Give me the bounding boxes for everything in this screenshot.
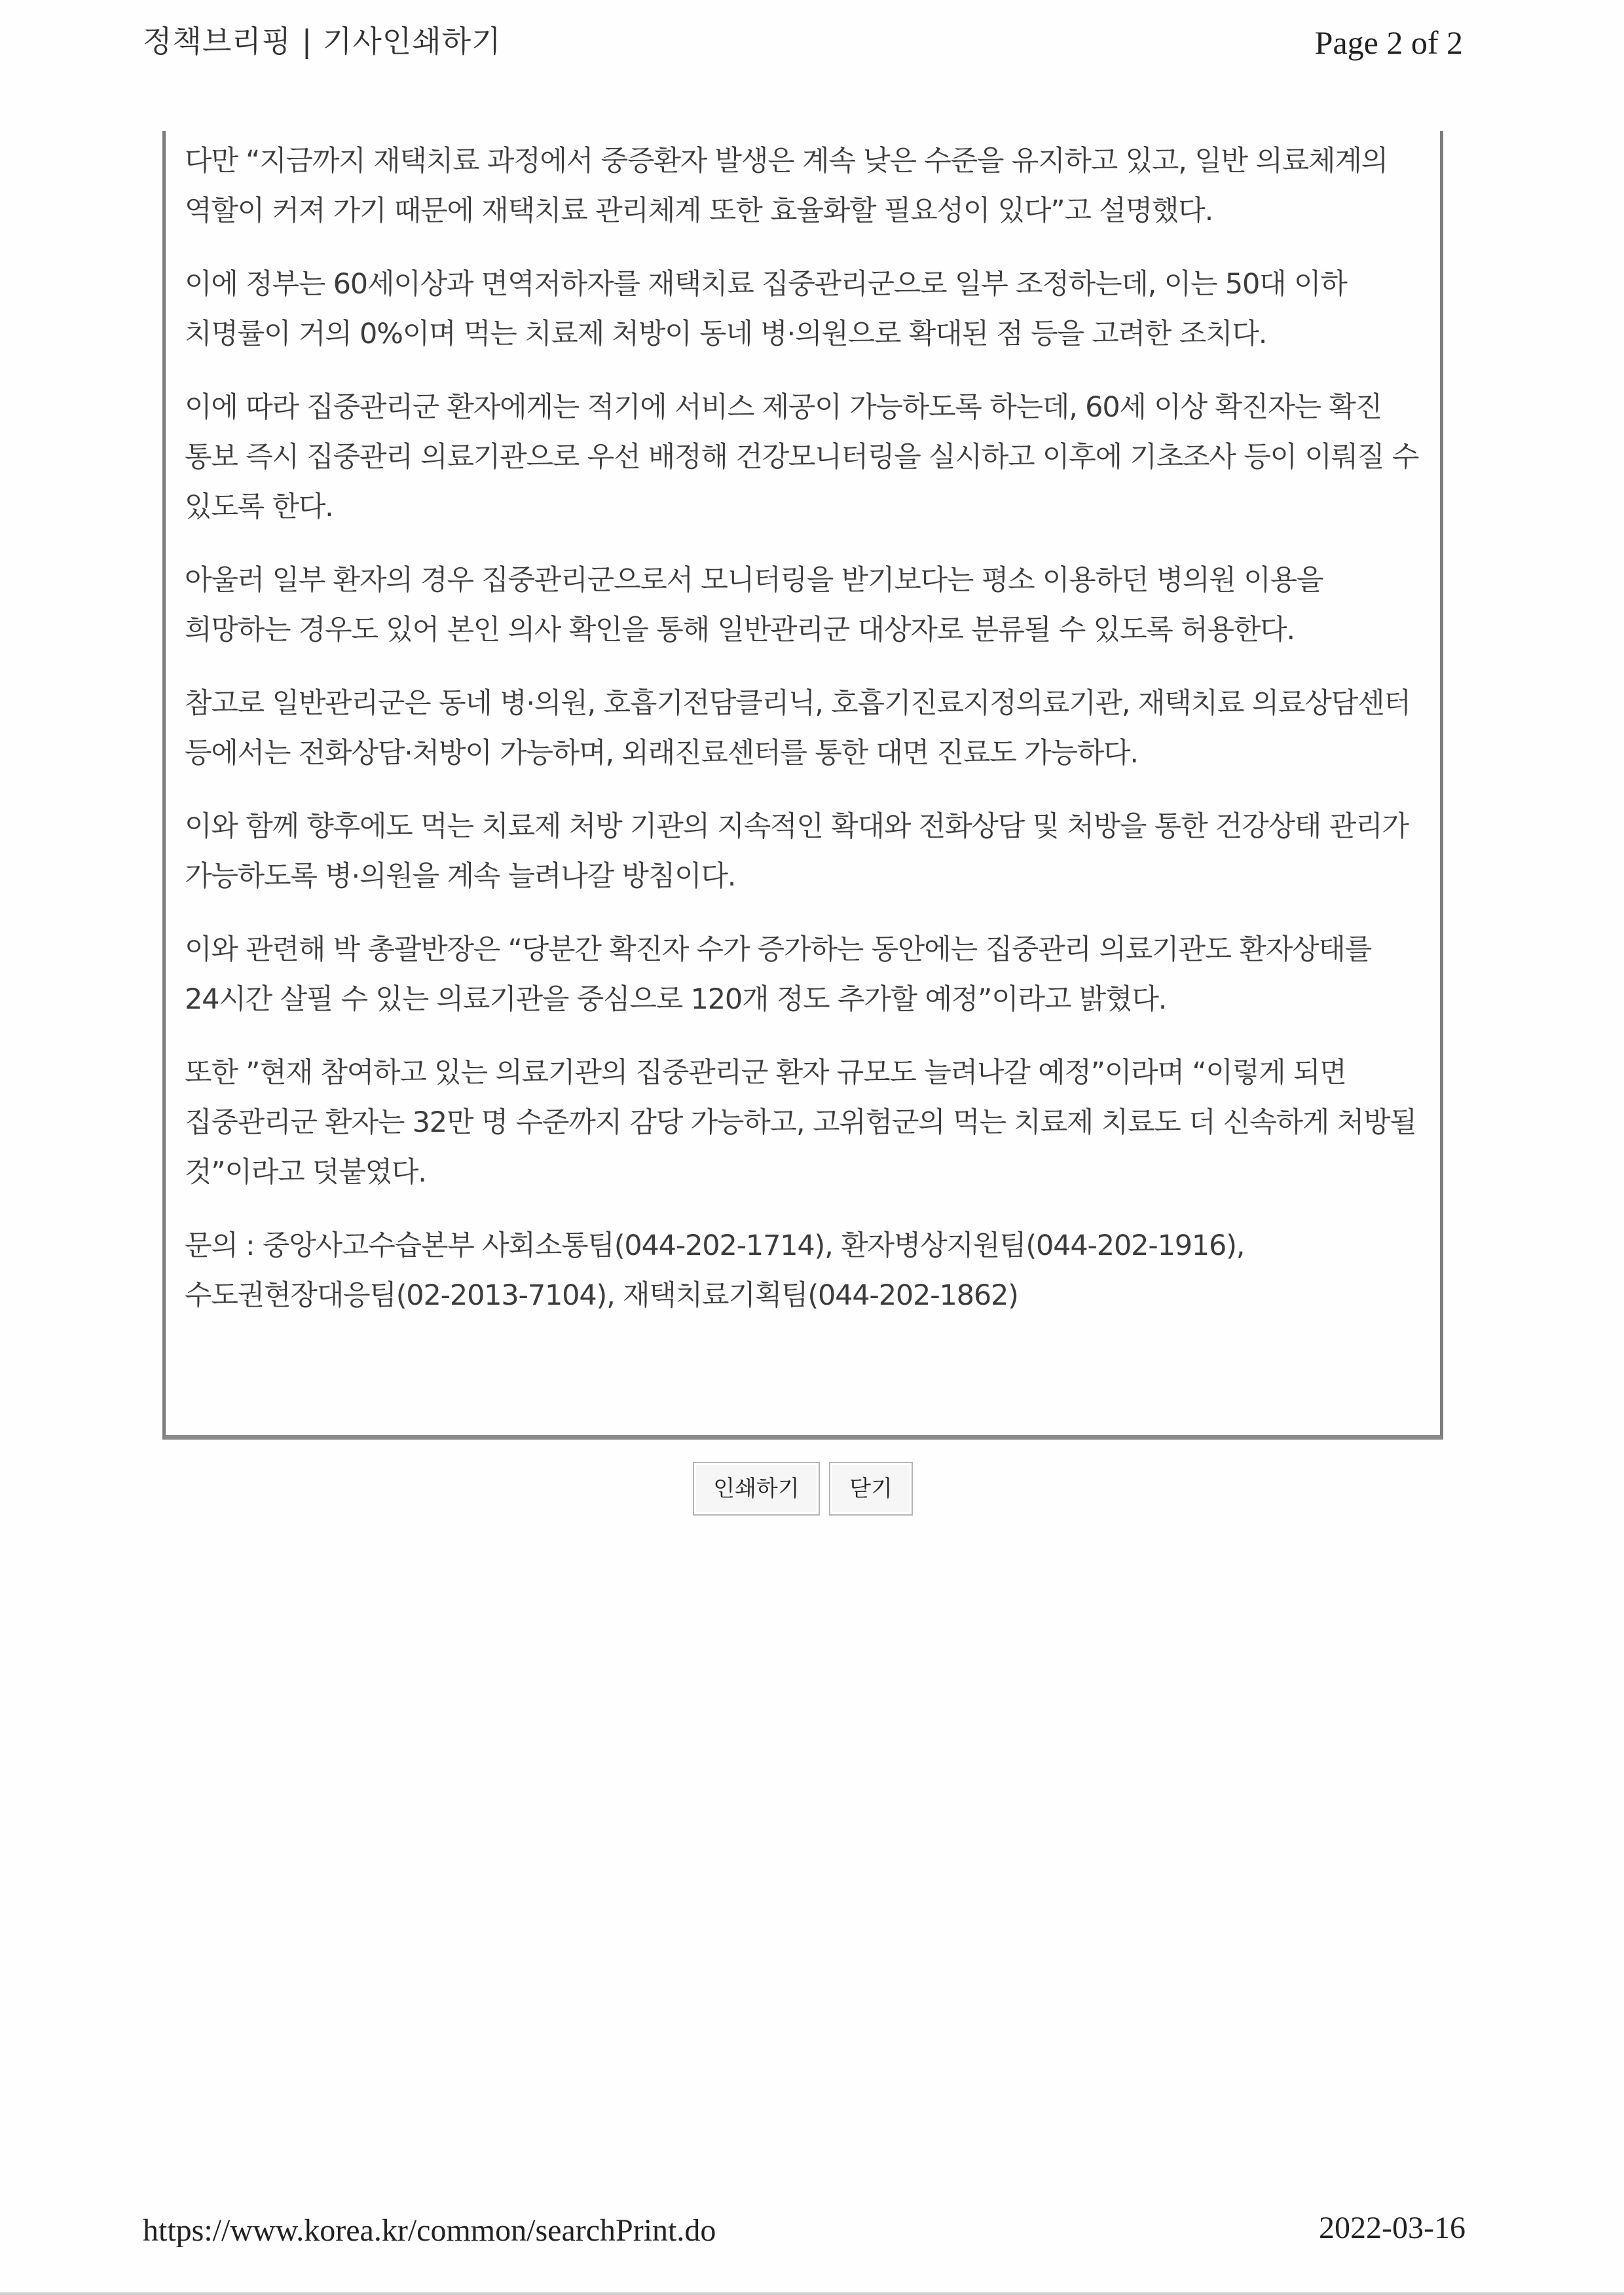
contact-info: 문의 : 중앙사고수습본부 사회소통팀(044-202-1714), 환자병상지원팀(044-202-1916), 수도권현장대응팀(02-2013-7104), 재택치료기획팀(044-202-1862)	[185, 1229, 1245, 1312]
article-paragraph: 이에 따라 집중관리군 환자에게는 적기에 서비스 제공이 가능하도록 하는데, 60세 이상 확진자는 확진 통보 즉시 집중관리 의료기관으로 우선 배정해 건강모니터링을 실시하고 이후에 기초조사 등이 이뤄질 수 있도록 한다.	[185, 391, 1419, 523]
page-edge-divider	[0, 2292, 1624, 2295]
action-buttons	[693, 1462, 913, 1516]
footer-url: https://www.korea.kr/common/searchPrint.do	[143, 2213, 716, 2248]
article-paragraph: 또한 ”현재 참여하고 있는 의료기관의 집중관리군 환자 규모도 늘려나갈 예정”이라며 “이렇게 되면 집중관리군 환자는 32만 명 수준까지 감당 가능하고, 고위험군의 먹는 치료제 치료도 더 신속하게 처방될 것”이라고 덧붙였다.	[185, 1056, 1416, 1189]
footer-date: 2022-03-16	[1319, 2211, 1466, 2245]
print-header-title: 정책브리핑 | 기사인쇄하기	[143, 24, 502, 59]
article-paragraph: 이와 함께 향후에도 먹는 치료제 처방 기관의 지속적인 확대와 전화상담 및 처방을 통한 건강상태 관리가 가능하도록 병·의원을 계속 늘려나갈 방침이다.	[185, 810, 1409, 893]
article-paragraph: 참고로 일반관리군은 동네 병·의원, 호흡기전담클리닉, 호흡기진료지정의료기관, 재택치료 의료상담센터 등에서는 전화상담·처방이 가능하며, 외래진료센터를 통한 대면 진료도 가능하다.	[185, 687, 1411, 770]
article-paragraph: 다만 “지금까지 재택치료 과정에서 중증환자 발생은 계속 낮은 수준을 유지하고 있고, 일반 의료체계의 역할이 커져 가기 때문에 재택치료 관리체계 또한 효율화할 필요성이 있다”고 설명했다.	[185, 145, 1388, 227]
page-indicator: Page 2 of 2	[1314, 24, 1463, 61]
article-paragraph: 이에 정부는 60세이상과 면역저하자를 재택치료 집중관리군으로 일부 조정하는데, 이는 50대 이하 치명률이 거의 0%이며 먹는 치료제 처방이 동네 병·의원으로 확대된 점 등을 고려한 조치다.	[185, 268, 1347, 350]
close-button[interactable]: 닫기	[829, 1462, 913, 1516]
article-paragraph: 이와 관련해 박 총괄반장은 “당분간 확진자 수가 증가하는 동안에는 집중관리 의료기관도 환자상태를 24시간 살필 수 있는 의료기관을 중심으로 120개 정도 추가할 예정”이라고 밝혔다.	[185, 933, 1372, 1016]
article-body	[185, 136, 1422, 1344]
article-paragraph: 아울러 일부 환자의 경우 집중관리군으로서 모니터링을 받기보다는 평소 이용하던 병의원 이용을 희망하는 경우도 있어 본인 의사 확인을 통해 일반관리군 대상자로 분류될 수 있도록 허용한다.	[185, 564, 1323, 646]
print-button[interactable]: 인쇄하기	[693, 1462, 820, 1516]
